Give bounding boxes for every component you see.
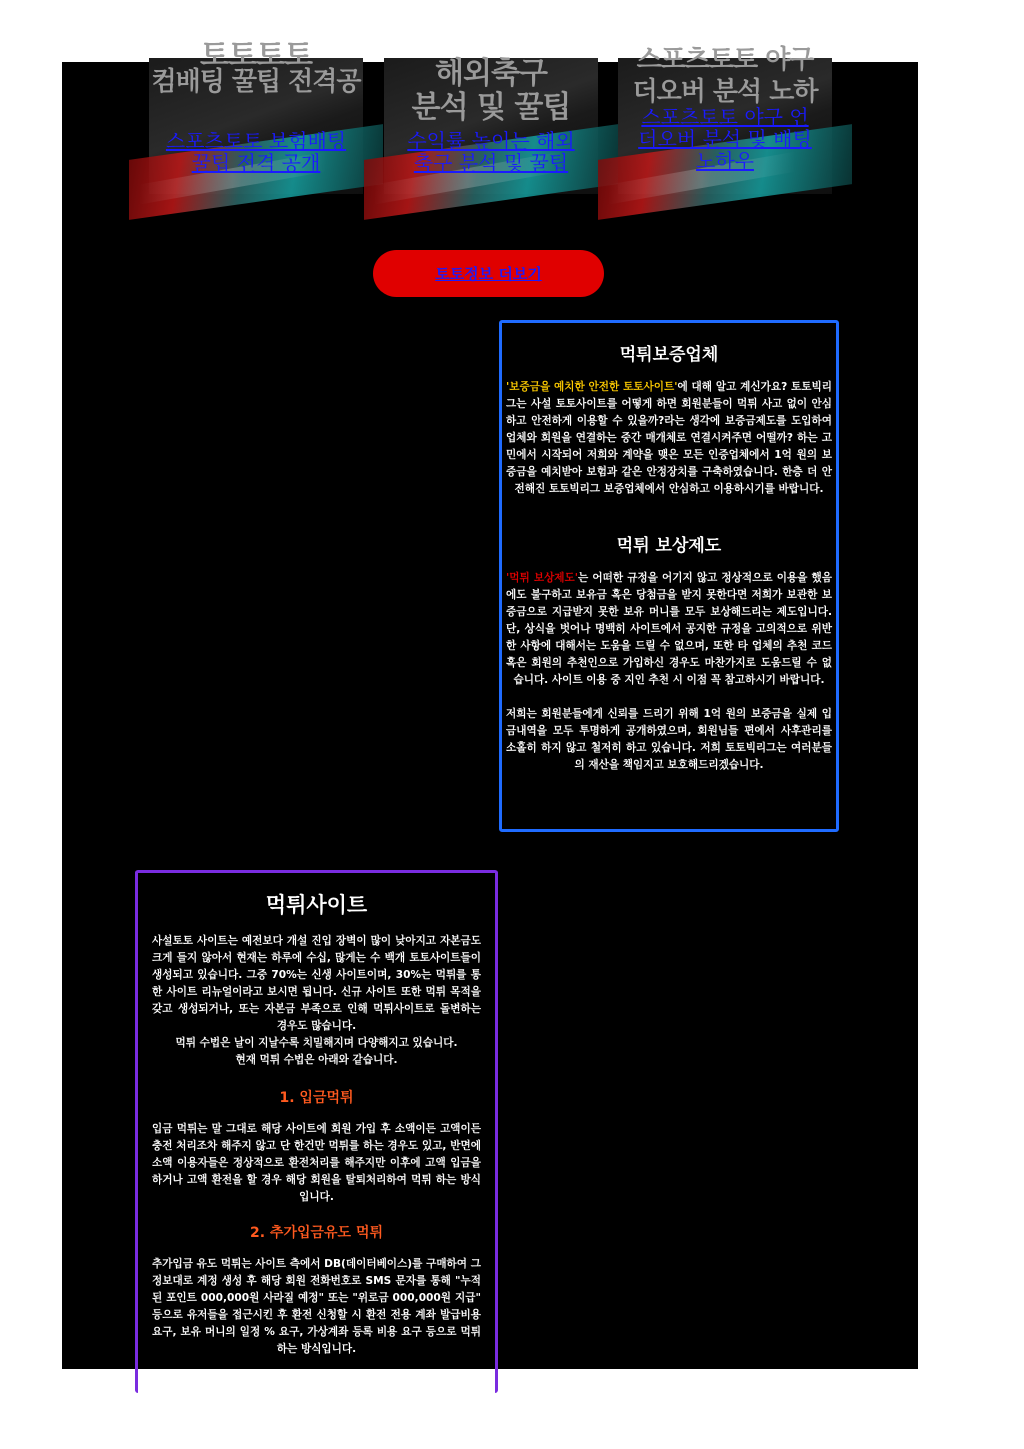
method-1-heading: 1. 입금먹튀: [279, 1090, 354, 1106]
article-thumbnail-3[interactable]: [618, 45, 832, 194]
thumbnail-title-line: 분석 및 꿀팁: [411, 90, 571, 125]
quote-mark: ': [574, 572, 579, 584]
scam-site-panel: [135, 870, 498, 1393]
guarantee-highlight: 보증금을 예치한 안전한 토토사이트: [509, 381, 675, 393]
scam-intro-3: 현재 먹튀 수법은 아래와 같습니다.: [235, 1054, 398, 1066]
method-2-heading: 2. 추가입금유도 먹튀: [250, 1225, 383, 1241]
method-1-body: 입금 먹튀는 말 그대로 해당 사이트에 회원 가입 후 소액이든 고액이든 충전 처리조차 해주지 않고 단 한건만 먹튀를 하는 경우도 있고, 반면에 소액 이용자들은 정상적으로 환전처리를 해주지만 이후에 고액 입금을 하거나 고액 환전을 할 경우 해당 회원을 탈퇴처리하여 먹튀 하는 방식입니다.: [152, 1123, 481, 1203]
thumbnail-link[interactable]: 스포츠토토 야구 언더오버 분석 및 배팅 노하우: [638, 105, 812, 173]
compensation-body-2: 저희는 회원분들에게 신뢰를 드리기 위해 1억 원의 보증금을 실제 입금내역을 모두 투명하게 공개하였으며, 회원님들 편에서 사후관리를 소홀히 하지 않고 철저히 하고 있습니다. 저희 토토빅리그는 여러분들의 재산을 책임지고 보호해드리겠습니다.: [506, 708, 832, 771]
thumbnail-title-line: 더오버 분석 노하: [632, 77, 818, 107]
compensation-text: [502, 570, 836, 689]
quote-mark: ': [506, 381, 510, 393]
compensation-body: 는 어떠한 규정을 어기지 않고 정상적으로 이용을 했음에도 불구하고 보유금 혹은 당첨금을 받지 못한다면 저희가 보관한 보증금으로 지급받지 못한 보유 머니를 모두 보상해드리는 제도입니다. 단, 상식을 벗어나 명백히 사이트에서 공지한 규정을 고의적으로 위반한 사항에 대해서는 도움을 드릴 수 없으며, 또한 타 업체의 추천 코드 혹은 회원의 추천인으로 가입하신 경우도 마찬가지로 도움드릴 수 없습니다. 사이트 이용 중 지인 추천 시 이점 꼭 참고하시기 바랍니다.: [506, 572, 832, 686]
scam-title: 먹튀사이트: [265, 893, 368, 917]
page-content: [62, 38, 918, 1369]
thumbnail-link[interactable]: 스포츠토토 보험배팅 꿀팁 전격 공개: [165, 129, 347, 175]
scam-intro-2: 먹튀 수법은 날이 지날수록 치밀해지며 다양해지고 있습니다.: [175, 1037, 458, 1049]
more-button-label[interactable]: 토토정보 더보기: [435, 265, 542, 283]
guarantee-title: 먹튀보증업체: [619, 345, 719, 365]
method-2-body: 추가입금 유도 먹튀는 사이트 측에서 DB(데이터베이스)를 구매하여 그 정보대로 계정 생성 후 해당 회원 전화번호로 SMS 문자를 통해 "누적된 포인트 000,000원 사라질 예정" 또는 "위로금 000,000원 지급" 등으로 유저들을 접근시킨 후 환전 신청할 시 환전 전용 계좌 발급비용 요구, 보유 머니의 일정 % 요구, 가상계좌 등록 비용 요구 등으로 먹튀 하는 방식입니다.: [152, 1258, 481, 1355]
more-toto-info-button[interactable]: [373, 250, 604, 297]
quote-mark: ': [674, 381, 678, 393]
guarantee-panel: [499, 320, 839, 832]
thumbnail-title-line: 토토토토: [200, 38, 312, 73]
quote-mark: ': [506, 572, 510, 584]
scam-intro: 사설토토 사이트는 예전보다 개설 진입 장벽이 많이 낮아지고 자본금도 크게 들지 않아서 현재는 하루에 수십, 많게는 수 백개 토토사이트들이 생성되고 있습니다. 그중 70%는 신생 사이트이며, 30%는 먹튀를 통한 사이트 리뉴얼이라고 보시면 됩니다. 신규 사이트 또한 먹튀 목적을 갖고 생성되거나, 또는 자본금 부족으로 인해 먹튀사이트로 돌변하는 경우도 많습니다.: [152, 935, 481, 1032]
guarantee-body: 에 대해 알고 계신가요? 토토빅리그는 사설 토토사이트를 어떻게 하면 회원분들이 먹튀 사고 없이 안심하고 안전하게 이용할 수 있을까?라는 생각에 보증금제도를 도입하여 업체와 회원을 연결하는 중간 매개체로 연결시켜주면 어떨까? 하는 고민에서 시작되어 저희와 계약을 맺은 모든 인증업체에서 1억 원의 보증금을 예치받아 보험과 같은 안정장치를 구축하였습니다. 한층 더 안전해진 토토빅리그 보증업체에서 안심하고 이용하시기를 바랍니다.: [506, 381, 832, 495]
thumbnail-link[interactable]: 수익률 높이는 해외축구 분석 및 꿀팁: [407, 129, 575, 175]
compensation-highlight: 먹튀 보상제도: [509, 572, 575, 584]
thumbnail-title-line: 컴배팅 꿀팁 전격공: [151, 67, 361, 97]
thumbnail-title-line: 해외축구: [435, 56, 547, 91]
compensation-title: 먹튀 보상제도: [616, 536, 722, 556]
article-thumbnail-2[interactable]: [384, 58, 598, 194]
guarantee-text: [502, 379, 836, 498]
article-thumbnail-1[interactable]: [149, 38, 363, 194]
thumbnail-title-line: 스포츠토토 야구: [636, 45, 814, 75]
